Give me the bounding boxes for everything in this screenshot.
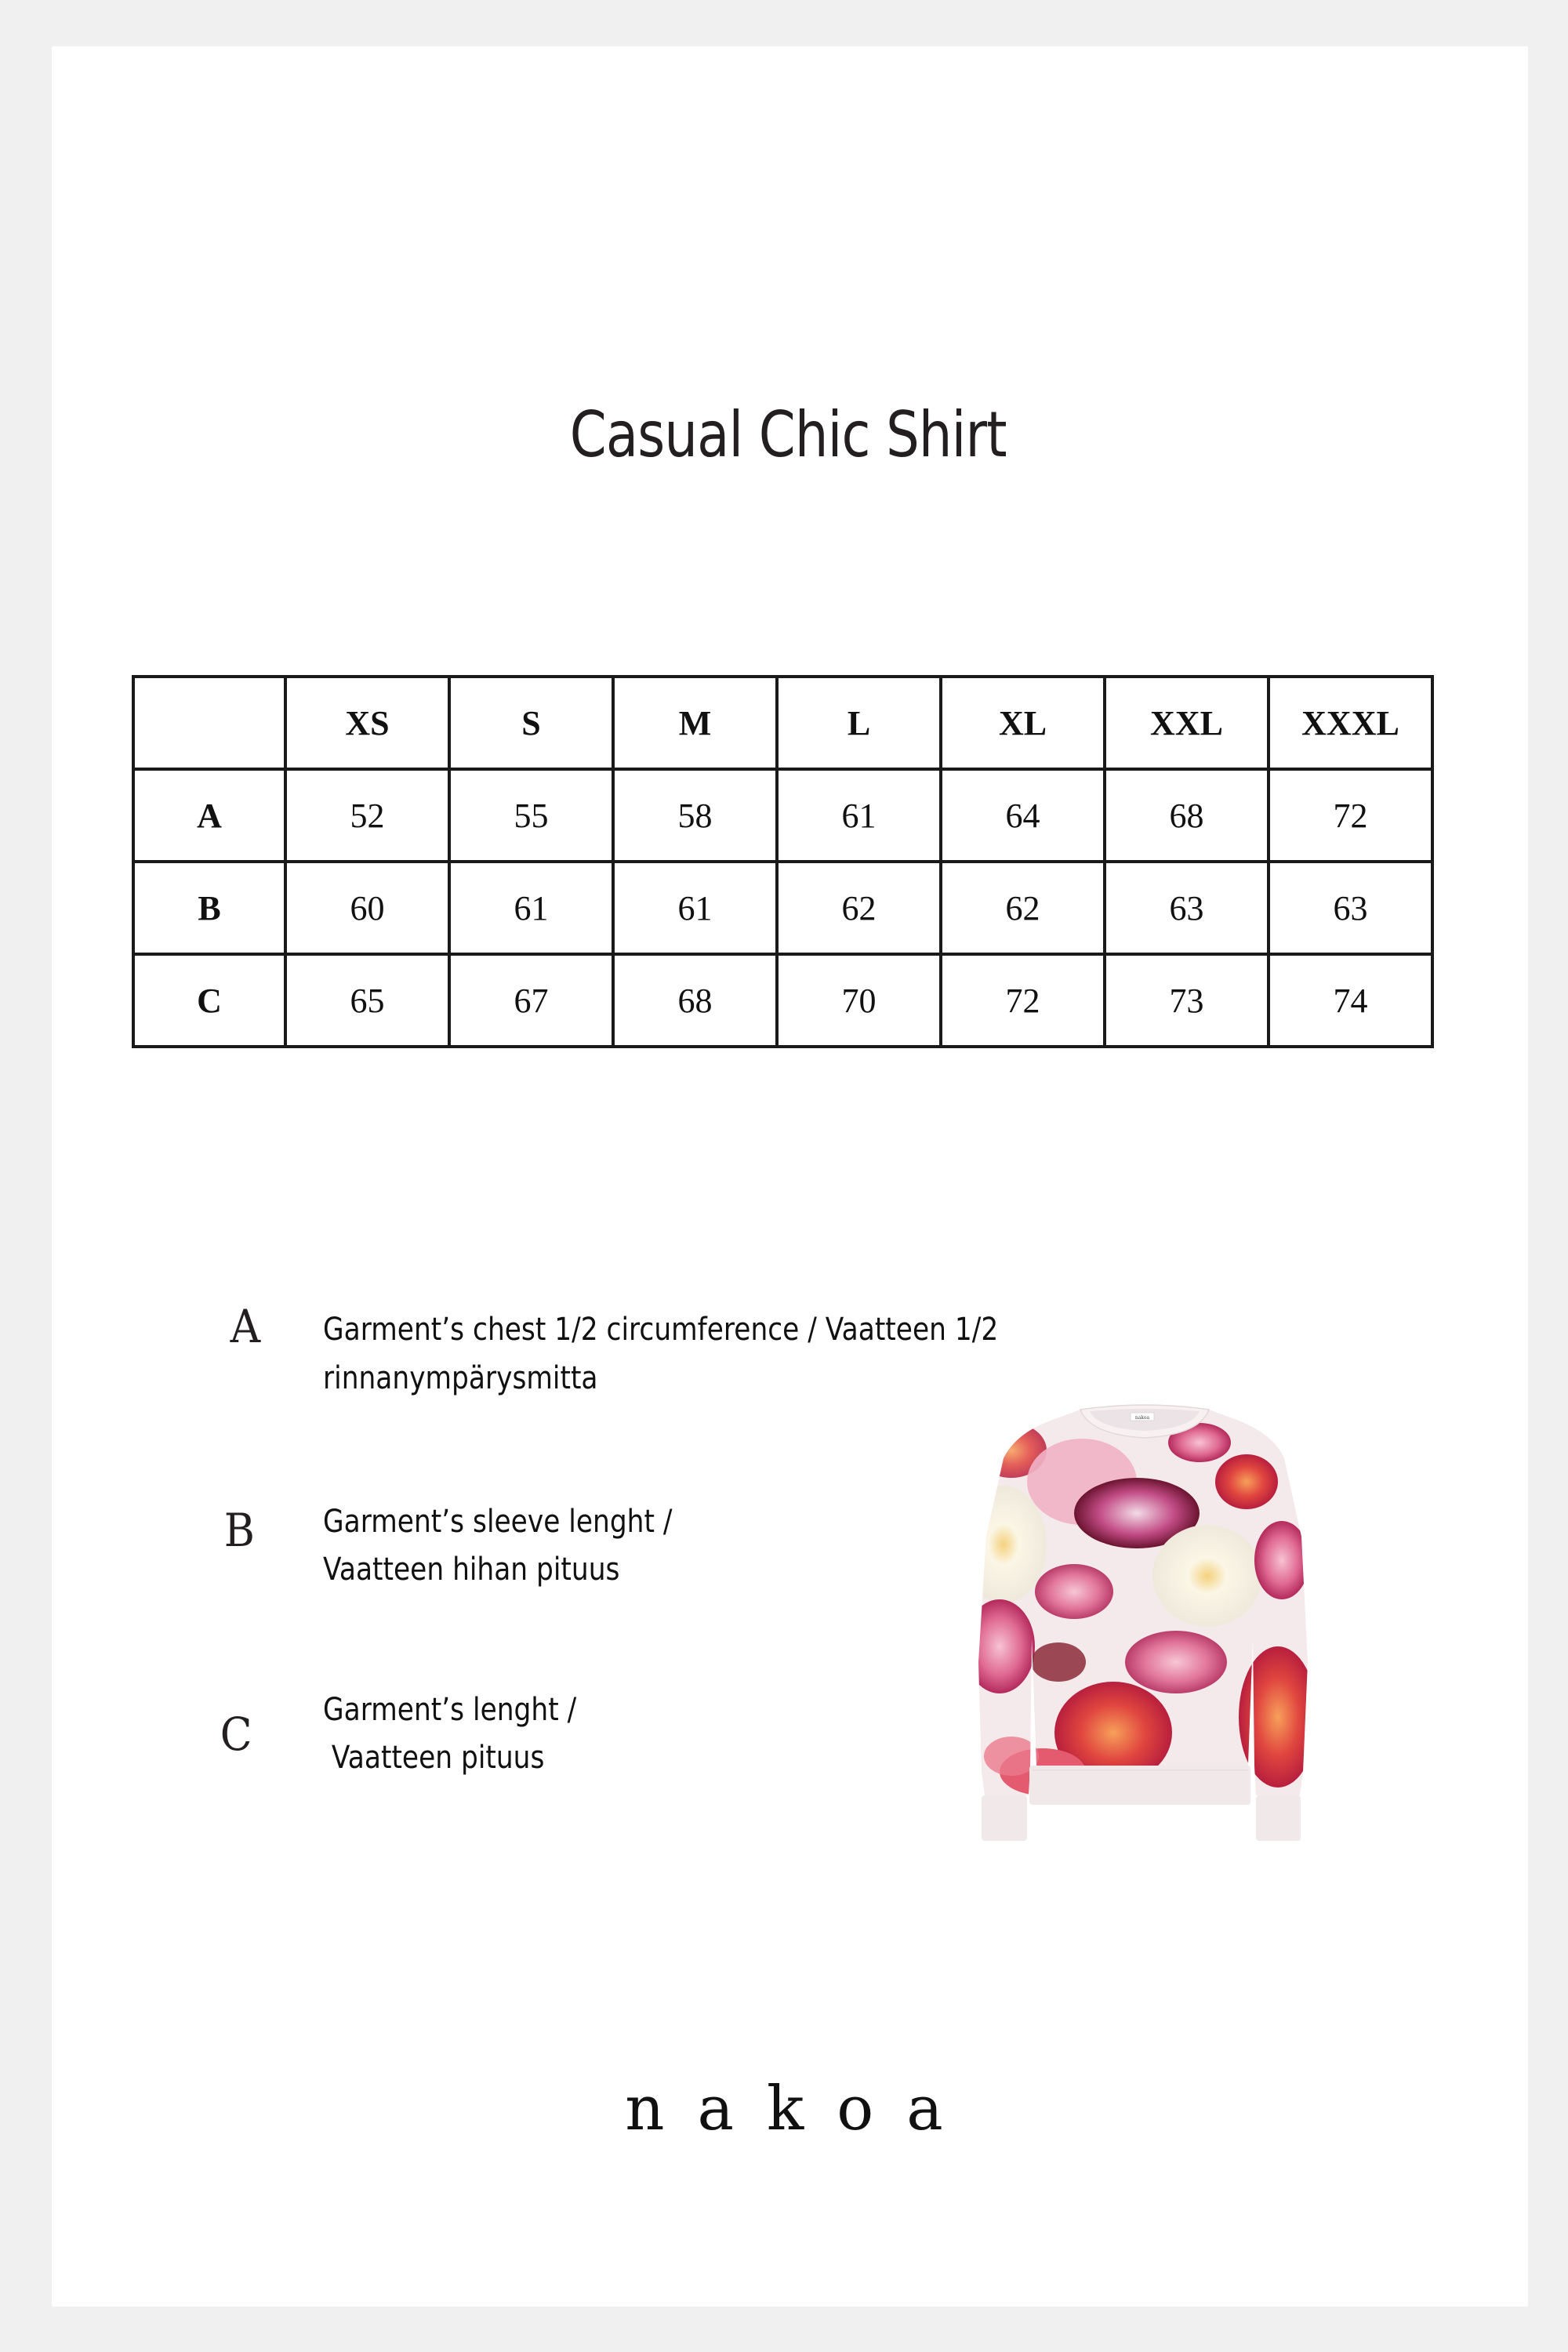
table-cell: 64 [941,769,1105,862]
neck-label: nakoa [1134,1415,1150,1421]
table-header-row [133,677,1432,769]
legend-text-c-line2: Vaatteen pituus [323,1740,545,1776]
table-cell: 72 [1269,769,1432,862]
table-corner-cell [133,677,285,769]
table-cell: 61 [613,862,777,954]
column-header-xxl: XXL [1105,677,1269,769]
table-cell: 73 [1105,954,1269,1047]
legend-text-a-line1: Garment’s chest 1/2 circumference / Vaatteen 1/2 [323,1312,999,1348]
column-header-s: S [449,677,613,769]
legend-letter-c: C [220,1708,252,1761]
table-cell: 58 [613,769,777,862]
table-cell: 72 [941,954,1105,1047]
legend-text-a-line2: rinnanympärysmitta [323,1360,598,1396]
table-cell: 61 [449,862,613,954]
legend-text-c-line1: Garment’s lenght / [323,1692,577,1728]
table-cell: 63 [1269,862,1432,954]
table-cell: 74 [1269,954,1432,1047]
row-label-b: B [133,862,285,954]
size-chart-table [132,675,1434,1048]
table-cell: 70 [777,954,941,1047]
table-row [133,769,1432,862]
size-guide-sheet [52,46,1528,2307]
column-header-l: L [777,677,941,769]
column-header-xl: XL [941,677,1105,769]
row-label-a: A [133,769,285,862]
page-title: Casual Chic Shirt [569,398,1007,471]
column-header-xs: XS [285,677,449,769]
table-cell: 67 [449,954,613,1047]
legend-text-b-line2: Vaatteen hihan pituus [323,1552,620,1588]
legend-text-b-line1: Garment’s sleeve lenght / [323,1504,673,1540]
column-header-xxxl: XXXL [1269,677,1432,769]
table-cell: 68 [1105,769,1269,862]
row-label-c: C [133,954,285,1047]
legend-letter-a: A [230,1300,261,1353]
table-cell: 55 [449,769,613,862]
table-row [133,954,1432,1047]
table-cell: 63 [1105,862,1269,954]
table-cell: 62 [941,862,1105,954]
legend-letter-b: B [223,1504,255,1557]
column-header-m: M [613,677,777,769]
table-cell: 65 [285,954,449,1047]
product-image-sweatshirt [964,1403,1325,1850]
sweatshirt-illustration [964,1403,1325,1850]
table-cell: 68 [613,954,777,1047]
brand-logo: nakoa [625,2074,976,2144]
table-row [133,862,1432,954]
table-cell: 52 [285,769,449,862]
table-cell: 60 [285,862,449,954]
table-cell: 62 [777,862,941,954]
table-cell: 61 [777,769,941,862]
